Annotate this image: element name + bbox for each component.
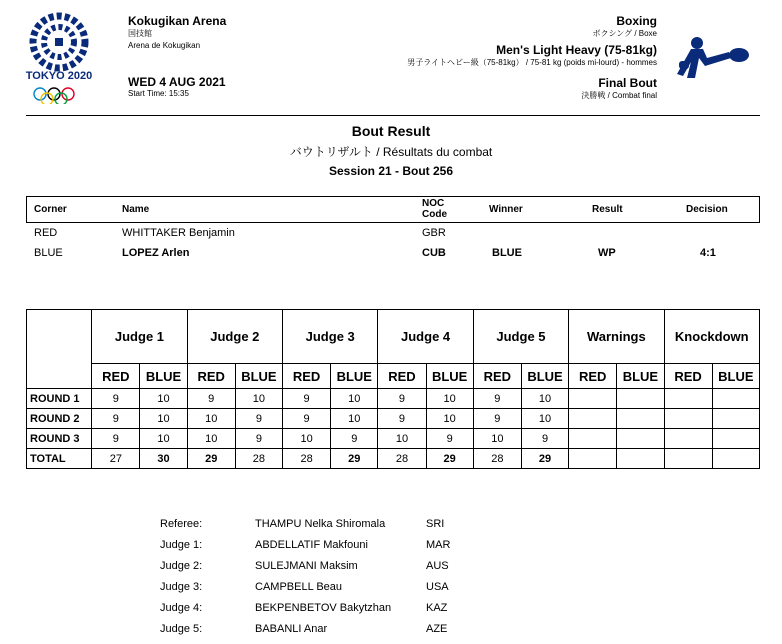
- judge-4-header: Judge 4: [378, 310, 473, 364]
- score-cell: 10: [521, 389, 568, 409]
- score-cell: 29: [521, 449, 568, 469]
- official-name: BEKPENBETOV Bakytzhan: [255, 602, 392, 614]
- header-corner: Corner: [34, 204, 67, 215]
- score-cell: [617, 449, 664, 469]
- judge-5-header: Judge 5: [473, 310, 568, 364]
- official-name: SULEJMANI Maksim: [255, 560, 358, 572]
- score-cell: 28: [283, 449, 331, 469]
- score-cell: 9: [92, 409, 140, 429]
- official-role: Referee:: [160, 518, 203, 530]
- result-value: WP: [598, 247, 616, 259]
- red-header: RED: [664, 364, 712, 389]
- score-cell: [664, 449, 712, 469]
- winner-value: BLUE: [492, 247, 522, 259]
- round-label: ROUND 3: [27, 429, 92, 449]
- score-cell: 9: [283, 389, 331, 409]
- score-cell: 10: [140, 389, 187, 409]
- score-cell: 9: [283, 409, 331, 429]
- score-cell: [569, 389, 617, 409]
- tokyo-2020-emblem-icon: [26, 12, 92, 104]
- sport-name-sub: ボクシング / Boxe: [592, 29, 657, 38]
- score-cell: [712, 449, 759, 469]
- score-row: [27, 449, 760, 469]
- score-cell: 27: [92, 449, 140, 469]
- red-header: RED: [378, 364, 426, 389]
- score-cell: 28: [235, 449, 282, 469]
- score-cell: 9: [187, 389, 235, 409]
- judge-3-header: Judge 3: [283, 310, 378, 364]
- event-name-sub: 男子ライトヘビー級（75-81kg） / 75-81 kg (poids mi-lourd) - hommes: [407, 58, 657, 67]
- score-cell: [712, 429, 759, 449]
- official-noc: AZE: [426, 623, 448, 635]
- score-cell: 9: [473, 409, 521, 429]
- round-label: ROUND 1: [27, 389, 92, 409]
- score-cell: 29: [331, 449, 378, 469]
- score-cell: 10: [426, 409, 473, 429]
- score-cell: 9: [426, 429, 473, 449]
- red-header: RED: [187, 364, 235, 389]
- blue-header: BLUE: [331, 364, 378, 389]
- score-cell: 10: [473, 429, 521, 449]
- score-cell: 10: [331, 389, 378, 409]
- score-cell: 9: [92, 389, 140, 409]
- event-name: Men's Light Heavy (75-81kg): [496, 43, 657, 57]
- decision-value: 4:1: [700, 247, 716, 259]
- header-winner: Winner: [489, 204, 523, 215]
- venue-name: Kokugikan Arena: [128, 14, 227, 28]
- corner-blue: BLUE: [34, 247, 63, 259]
- blue-header: BLUE: [140, 364, 187, 389]
- page-subtitle: バウトリザルト / Résultats du combat: [289, 145, 493, 159]
- empty-corner-cell: [27, 310, 92, 389]
- phase-name-sub: 決勝戦 / Combat final: [581, 91, 657, 100]
- date-block: [128, 75, 226, 98]
- score-cell: 10: [283, 429, 331, 449]
- blue-header: BLUE: [712, 364, 759, 389]
- blue-header: BLUE: [235, 364, 282, 389]
- header-result: Result: [592, 204, 623, 215]
- official-role: Judge 3:: [160, 581, 203, 593]
- score-cell: [664, 429, 712, 449]
- score-cell: [569, 429, 617, 449]
- athlete-name-blue: LOPEZ Arlen: [122, 247, 190, 259]
- official-noc: USA: [426, 581, 449, 593]
- score-cell: 10: [378, 429, 426, 449]
- header-divider: [26, 115, 760, 116]
- judges-score-table: [26, 309, 760, 469]
- score-cell: 10: [521, 409, 568, 429]
- blue-header: BLUE: [617, 364, 664, 389]
- athlete-name-red: WHITTAKER Benjamin: [122, 227, 235, 239]
- score-cell: 9: [235, 409, 282, 429]
- venue-block: [128, 14, 226, 52]
- venue-name-ja: 国技館: [128, 29, 152, 38]
- official-role: Judge 1:: [160, 539, 203, 551]
- score-row: [27, 389, 760, 409]
- score-cell: 10: [140, 409, 187, 429]
- score-cell: [569, 449, 617, 469]
- score-cell: 9: [378, 409, 426, 429]
- score-cell: [712, 389, 759, 409]
- logo-text: TOKYO 2020: [25, 70, 93, 82]
- judge-header-row: [27, 310, 760, 364]
- session-label: Session 21 - Bout 256: [328, 164, 454, 178]
- header-name: Name: [122, 204, 150, 215]
- judge-1-header: Judge 1: [92, 310, 187, 364]
- start-time: Start Time: 15:35: [128, 89, 189, 98]
- knockdown-header: Knockdown: [664, 310, 759, 364]
- blue-header: BLUE: [426, 364, 473, 389]
- official-name: ABDELLATIF Makfouni: [255, 539, 368, 551]
- red-header: RED: [92, 364, 140, 389]
- score-cell: 10: [140, 429, 187, 449]
- score-cell: 10: [426, 389, 473, 409]
- score-cell: 9: [235, 429, 282, 449]
- tokyo-2020-logo: [26, 12, 92, 104]
- score-cell: 10: [187, 409, 235, 429]
- score-cell: [664, 409, 712, 429]
- official-noc: MAR: [426, 539, 451, 551]
- score-cell: 10: [235, 389, 282, 409]
- score-cell: 9: [521, 429, 568, 449]
- score-cell: [712, 409, 759, 429]
- score-cell: [664, 389, 712, 409]
- judge-2-header: Judge 2: [187, 310, 282, 364]
- noc-blue: CUB: [422, 247, 446, 259]
- red-header: RED: [473, 364, 521, 389]
- bout-table: [26, 196, 760, 264]
- score-cell: 29: [187, 449, 235, 469]
- header-decision: Decision: [686, 204, 728, 215]
- corner-header-row: [27, 364, 760, 389]
- official-name: CAMPBELL Beau: [255, 581, 343, 593]
- score-cell: 29: [426, 449, 473, 469]
- score-cell: 30: [140, 449, 187, 469]
- official-noc: KAZ: [426, 602, 448, 614]
- round-label: TOTAL: [27, 449, 92, 469]
- warnings-header: Warnings: [569, 310, 664, 364]
- score-cell: 10: [187, 429, 235, 449]
- score-cell: 10: [331, 409, 378, 429]
- event-date: WED 4 AUG 2021: [128, 75, 226, 89]
- official-role: Judge 2:: [160, 560, 203, 572]
- score-cell: 9: [473, 389, 521, 409]
- official-name: BABANLI Anar: [255, 623, 328, 635]
- official-noc: AUS: [426, 560, 449, 572]
- sport-name: Boxing: [616, 14, 657, 28]
- red-header: RED: [569, 364, 617, 389]
- score-cell: 9: [92, 429, 140, 449]
- blue-header: BLUE: [521, 364, 568, 389]
- score-cell: [617, 389, 664, 409]
- red-header: RED: [283, 364, 331, 389]
- score-cell: 9: [378, 389, 426, 409]
- official-noc: SRI: [426, 518, 445, 530]
- score-cell: 9: [331, 429, 378, 449]
- score-row: [27, 409, 760, 429]
- header-noc-code: NOC Code: [422, 198, 447, 220]
- corner-red: RED: [34, 227, 58, 239]
- score-cell: [617, 429, 664, 449]
- event-block: [407, 14, 657, 101]
- phase-name: Final Bout: [598, 76, 657, 90]
- page-title: Bout Result: [351, 123, 431, 139]
- score-cell: [617, 409, 664, 429]
- score-cell: 28: [473, 449, 521, 469]
- venue-name-fr: Arena de Kokugikan: [128, 41, 201, 50]
- official-role: Judge 5:: [160, 623, 203, 635]
- official-name: THAMPU Nelka Shiromala: [255, 518, 386, 530]
- noc-red: GBR: [422, 227, 446, 239]
- score-cell: 28: [378, 449, 426, 469]
- score-row: [27, 429, 760, 449]
- round-label: ROUND 2: [27, 409, 92, 429]
- boxing-pictogram-icon: [677, 36, 749, 78]
- official-role: Judge 4:: [160, 602, 203, 614]
- score-cell: [569, 409, 617, 429]
